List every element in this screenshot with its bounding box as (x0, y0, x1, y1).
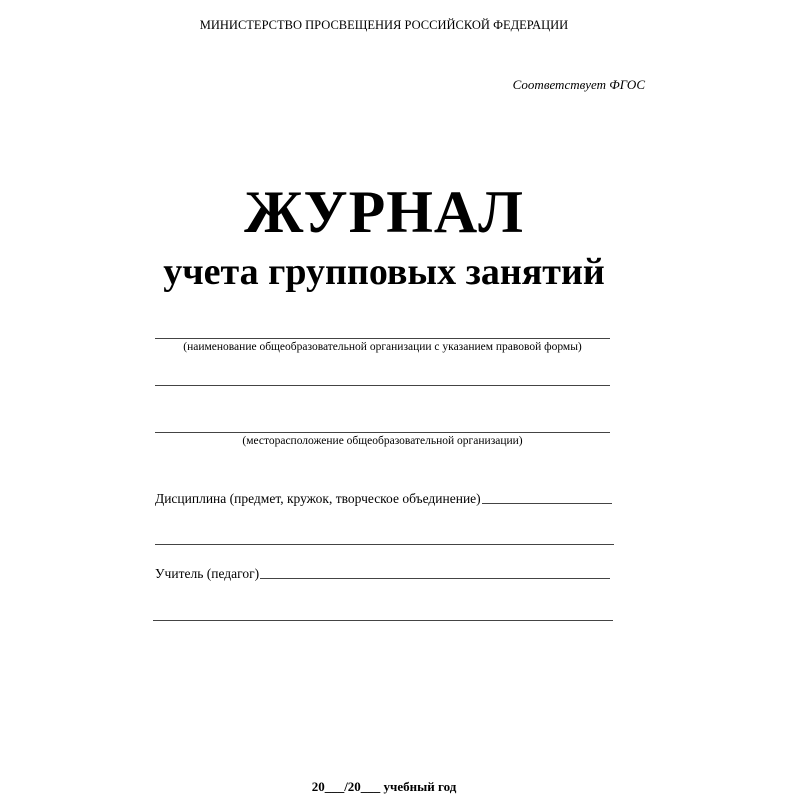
document-title: ЖУРНАЛ (244, 179, 524, 245)
discipline-label: Дисциплина (предмет, кружок, творческое объединение) (155, 491, 481, 506)
teacher-input-line[interactable] (260, 578, 610, 579)
teacher-label: Учитель (педагог) (155, 566, 260, 581)
organization-name-line[interactable] (155, 338, 610, 339)
discipline-field (155, 491, 612, 507)
teacher-line-2[interactable] (153, 620, 613, 621)
teacher-field (155, 566, 610, 582)
ministry-header: МИНИСТЕРСТВО ПРОСВЕЩЕНИЯ РОССИЙСКОЙ ФЕДЕРАЦИИ (199, 18, 569, 32)
fgos-compliance-note: Соответствует ФГОС (512, 77, 645, 92)
location-caption: (месторасположение общеобразовательной организации) (242, 435, 523, 447)
organization-caption: (наименование общеобразовательной организации с указанием правовой формы) (183, 341, 582, 353)
discipline-line-2[interactable] (155, 544, 614, 545)
document-subtitle: учета групповых занятий (163, 251, 605, 293)
organization-name-line-2[interactable] (155, 385, 610, 386)
location-line[interactable] (155, 432, 610, 433)
discipline-input-line[interactable] (482, 503, 612, 504)
academic-year: 20___/20___ учебный год (311, 779, 457, 794)
